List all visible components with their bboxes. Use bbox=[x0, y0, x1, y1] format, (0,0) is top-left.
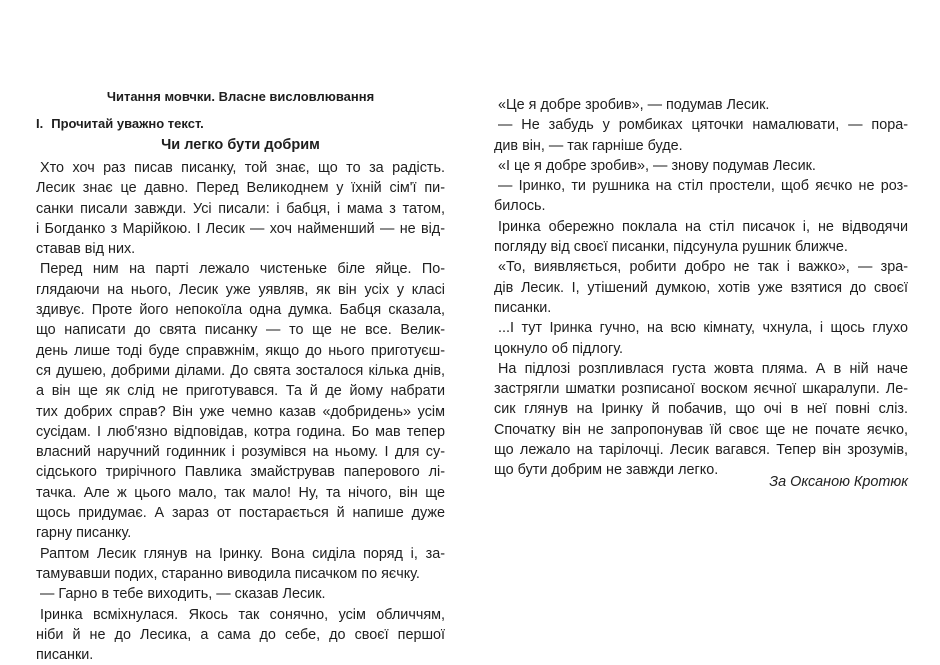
text-line: день лише тоді буде справжнім, якщо до нього приготуєш- bbox=[36, 342, 445, 359]
text-line: сик глянув на Іринку й побачив, що очі в неї повні сліз. bbox=[494, 401, 908, 418]
right-column-text bbox=[494, 95, 908, 481]
text-line: сусідам. І люб'язно відповідав, котра година. Бо мав тепер bbox=[36, 423, 445, 440]
text-line: власний наручний годинник і розумівся на ньому. І для су- bbox=[36, 444, 445, 461]
text-line: — Іринко, ти рушника на стіл простели, щоб яєчко не роз- bbox=[498, 178, 908, 195]
text-line: тачка. Але ж цього мало, так мало! Ну, та нічого, він ще bbox=[36, 484, 445, 501]
text-line: билось. bbox=[494, 198, 546, 215]
text-line: що лежало на тарілочці. Лесик вагався. Тепер він зрозумів, bbox=[494, 442, 908, 459]
text-line: писанки. bbox=[36, 647, 94, 664]
text-line: цокнуло об підлогу. bbox=[494, 340, 623, 357]
left-column-text bbox=[36, 158, 445, 665]
text-line: щось придумає. А зараз от постарається й напише дуже bbox=[36, 505, 445, 522]
text-line: санки писали завжди. Усі писали: і бабця, і мама з татом, bbox=[36, 200, 445, 217]
text-line: гарну писанку. bbox=[36, 525, 132, 542]
task-text: Прочитай уважно текст. bbox=[51, 116, 204, 131]
task-instruction bbox=[36, 116, 204, 132]
text-line: писанки. bbox=[494, 299, 552, 316]
text-line: Раптом Лесик глянув на Іринку. Вона сиділа поряд і, за- bbox=[40, 545, 445, 562]
text-line: ся душею, добрими ділами. До свята зосталося кілька днів, bbox=[36, 362, 445, 379]
task-number: І. bbox=[36, 116, 44, 131]
text-line: «То, виявляється, робити добро не так і важко», — зра- bbox=[498, 259, 908, 276]
text-line: На підлозі розпливлася густа жовта пляма. А в ній наче bbox=[498, 360, 908, 377]
text-line: застрягли шматки розписаної воском яєчної шкаралупи. Ле- bbox=[494, 381, 908, 398]
text-line: сідського трирічного Павлика змайстрував паперового лі- bbox=[36, 464, 445, 481]
text-line: Спочатку він не запропонував їй своє ще не почате яєчко, bbox=[494, 421, 908, 438]
text-line: тих добрих справ? Він уже чемно казав «добридень» усім bbox=[36, 403, 445, 420]
text-line: див він, — так гарніше буде. bbox=[494, 137, 683, 154]
text-line: тамувавши подих, старанно виводила писачком по яєчку. bbox=[36, 565, 420, 582]
text-line: «Це я добре зробив», — подумав Лесик. bbox=[498, 97, 770, 113]
section-heading: Читання мовчки. Власне висловлювання bbox=[106, 89, 375, 104]
text-line: Перед ним на парті лежало чистеньке біле яйце. По- bbox=[40, 261, 445, 278]
text-line: ...І тут Іринка гучно, на всю кімнату, чхнула, і щось глухо bbox=[498, 320, 908, 337]
author-attribution: За Оксаною Кротюк bbox=[769, 474, 908, 490]
story-title: Чи легко бути добрим bbox=[161, 137, 320, 153]
text-line: — Не забудь у ромбиках цяточки намалювати, — пора- bbox=[498, 117, 908, 134]
text-line: ніби й не до Лесика, а сама до себе, до своєї першої bbox=[36, 626, 445, 643]
text-line: «І це я добре зробив», — знову подумав Лесик. bbox=[498, 157, 816, 174]
text-line: дів Лесик. І, утішений думкою, хотів уже взятися до своєї bbox=[494, 279, 908, 296]
text-line: а він ще як слід не приготувався. Та й де йому набрати bbox=[36, 383, 445, 400]
text-line: Хто хоч раз писав писанку, той знає, що то за радість. bbox=[40, 160, 445, 176]
text-line: що бути добрим не завжди легко. bbox=[494, 462, 719, 479]
text-line: погляду від своєї писанки, підсунула рушник ближче. bbox=[494, 239, 848, 256]
text-line: і Богданко з Марійкою. І Лесик — хоч найменший — не від- bbox=[36, 220, 445, 237]
text-line: глядаючи на нього, Лесик уже уявляв, як він усіх у класі bbox=[36, 281, 445, 298]
text-line: Іринка всміхнулася. Якось так сонячно, усім обличчям, bbox=[40, 606, 445, 623]
text-line: — Гарно в тебе виходить, — сказав Лесик. bbox=[40, 586, 326, 603]
text-line: що написати до свята писанку — то ще не все. Велик- bbox=[36, 322, 445, 339]
text-line: Лесик знає це давно. Перед Великоднем у їхній сім'ї пи- bbox=[36, 180, 445, 197]
text-line: Іринка обережно поклала на стіл писачок і, не відводячи bbox=[498, 218, 908, 235]
text-line: здивує. Проте його непокоїла одна думка. Бабця сказала, bbox=[36, 302, 445, 319]
text-line: ставав від них. bbox=[36, 241, 136, 258]
